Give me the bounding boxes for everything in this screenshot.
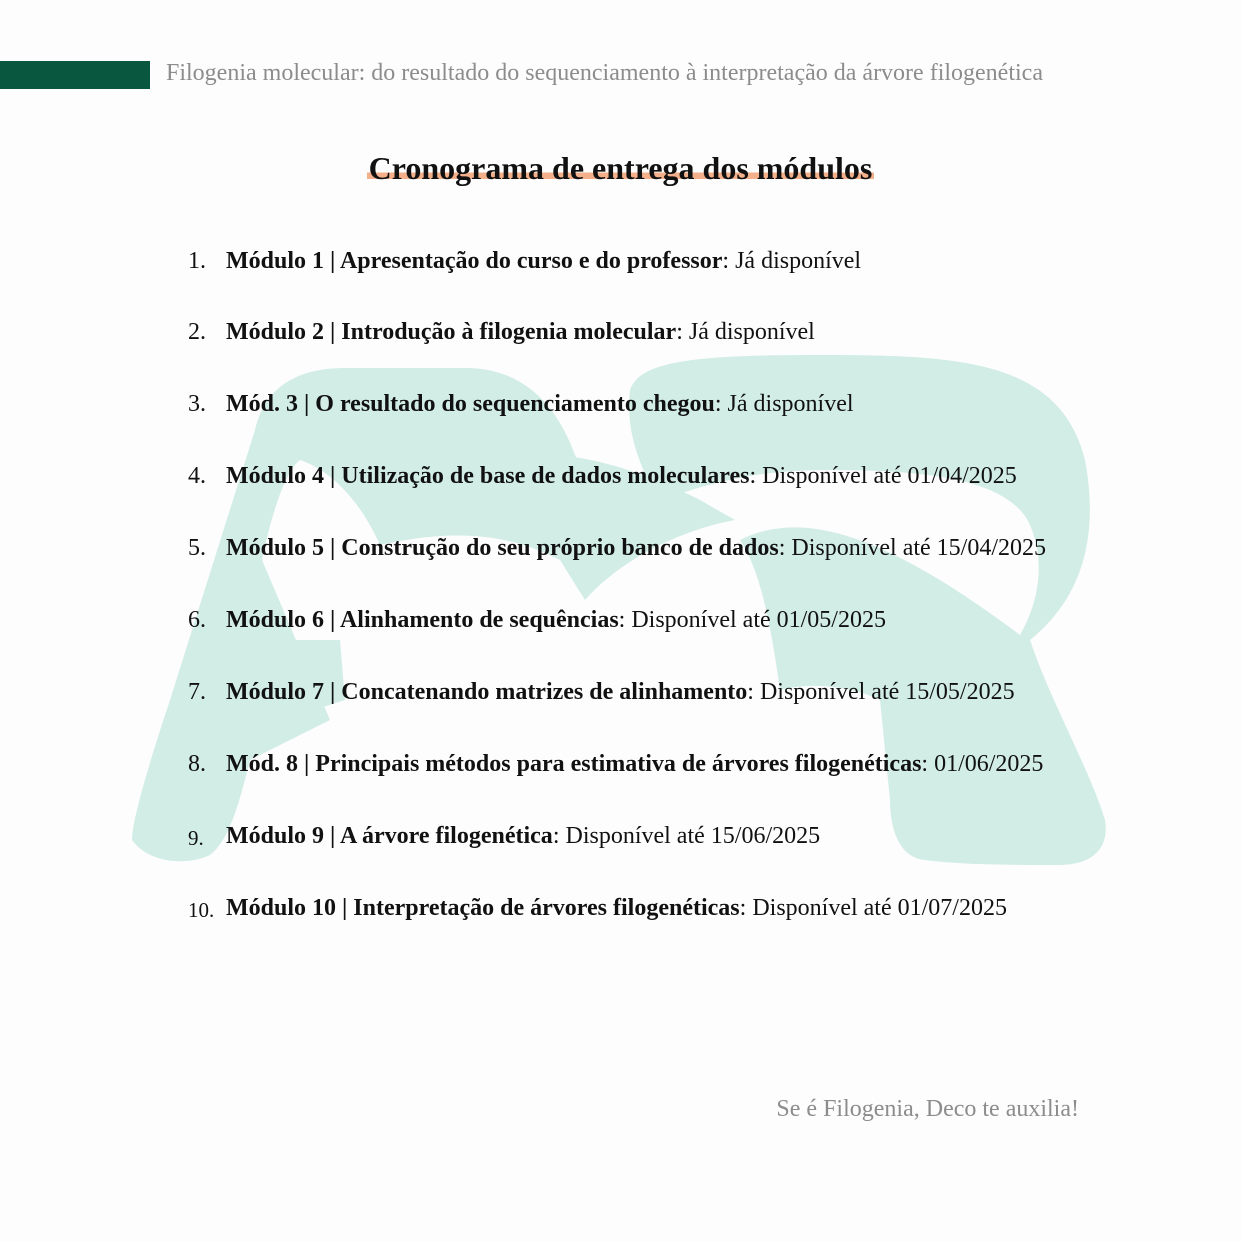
module-entry xyxy=(226,823,820,850)
footer-motto: Se é Filogenia, Deco te auxilia! xyxy=(776,1096,1079,1122)
module-list-item xyxy=(0,823,1241,859)
module-status: : Disponível até 15/04/2025 xyxy=(778,535,1047,561)
module-list-item xyxy=(0,607,1241,643)
module-list-item xyxy=(0,751,1241,787)
module-title: Módulo 4 | Utilização de base de dados moleculares xyxy=(226,463,750,489)
module-number: 8. xyxy=(188,751,206,777)
module-entry xyxy=(226,535,1046,562)
module-number: 1. xyxy=(188,248,206,274)
module-title: Módulo 5 | Construção do seu próprio banco de dados xyxy=(226,535,779,561)
module-entry xyxy=(226,679,1015,706)
module-entry xyxy=(226,391,854,418)
module-list-item xyxy=(0,463,1241,499)
module-number: 2. xyxy=(188,319,206,345)
module-title: Módulo 7 | Concatenando matrizes de alinhamento xyxy=(226,679,748,705)
module-number: 10. xyxy=(188,898,215,922)
module-entry xyxy=(226,248,861,275)
module-entry xyxy=(226,463,1017,490)
module-title: Mód. 8 | Principais métodos para estimativa de árvores filogenéticas xyxy=(226,751,922,777)
module-number: 5. xyxy=(188,535,206,561)
header-accent-bar xyxy=(0,61,150,89)
module-status: : Já disponível xyxy=(722,248,862,274)
module-title: Módulo 10 | Interpretação de árvores filogenéticas xyxy=(226,895,740,921)
module-list-item xyxy=(0,535,1241,571)
module-number: 9. xyxy=(188,826,204,850)
module-status: : Já disponível xyxy=(714,391,854,417)
module-status: : Disponível até 01/07/2025 xyxy=(739,895,1007,921)
module-status: : 01/06/2025 xyxy=(921,751,1044,777)
module-entry xyxy=(226,607,886,634)
module-list-item xyxy=(0,248,1241,284)
module-number: 6. xyxy=(188,607,206,633)
module-list-item xyxy=(0,319,1241,355)
module-number: 4. xyxy=(188,463,206,489)
header-course-title: Filogenia molecular: do resultado do sequenciamento à interpretação da árvore filogenética xyxy=(166,60,1043,86)
module-title: Módulo 2 | Introdução à filogenia molecular xyxy=(226,319,677,345)
page-heading: Cronograma de entrega dos módulos xyxy=(368,150,873,186)
module-status: : Já disponível xyxy=(676,319,815,345)
module-status: : Disponível até 01/04/2025 xyxy=(749,463,1017,489)
module-title: Mód. 3 | O resultado do sequenciamento chegou xyxy=(226,391,715,417)
module-list-item xyxy=(0,391,1241,427)
module-title: Módulo 9 | A árvore filogenética xyxy=(226,823,553,849)
module-list-item xyxy=(0,895,1241,931)
module-entry xyxy=(226,319,815,346)
module-status: : Disponível até 15/05/2025 xyxy=(747,679,1015,705)
module-title: Módulo 6 | Alinhamento de sequências xyxy=(226,607,619,633)
module-number: 7. xyxy=(188,679,206,705)
module-title: Módulo 1 | Apresentação do curso e do professor xyxy=(226,248,723,274)
module-status: : Disponível até 01/05/2025 xyxy=(618,607,886,633)
module-number: 3. xyxy=(188,391,206,417)
module-status: : Disponível até 15/06/2025 xyxy=(552,823,821,849)
module-entry xyxy=(226,895,1007,922)
module-list-item xyxy=(0,679,1241,715)
page-heading-wrapper xyxy=(0,150,1241,187)
module-entry xyxy=(226,751,1043,778)
